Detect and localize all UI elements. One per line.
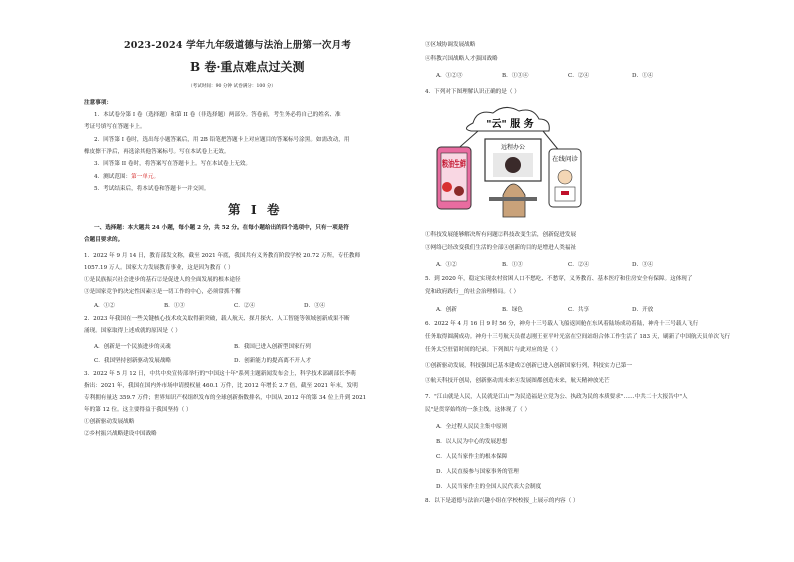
q4-option-d[interactable]: D．③④ xyxy=(632,262,654,268)
q3-line-c: 专利拥有量达 359.7 万件；世界知识产权组织发布的全球创新指数排名，中国从 2012 年的第 34 位上升到 2021 xyxy=(84,395,367,401)
q6-stmt-2: ③航天科技开创局，创新驱动需未来④发展图都创造未来，航天精神放光芒 xyxy=(425,378,610,384)
q2-line-a: 2．2023 年我国在一些关键核心技术攻关取得新突破，载人航天、探月探火、人工智能等领域创新成果不断 xyxy=(84,316,350,322)
grocery-label: 粮油生鲜 xyxy=(442,160,479,170)
q6-line-b: 任务取得圆满成功。神舟十三号航天员翟志刚王亚平叶光富在空间站组合体工作生活了 183 天，刷新了中国航天员单次飞行 xyxy=(425,334,731,340)
note-3: 3．回答第 II 卷时，将答案写在答题卡上。写在本试卷上无效。 xyxy=(94,161,251,167)
q2-line-b: 涌现。国家取得上述成就的原因是（ ） xyxy=(84,328,181,334)
q4-option-b[interactable]: B．①③ xyxy=(502,262,523,268)
notes-heading: 注意事项： xyxy=(84,100,112,106)
r-stmt-3: ③区域协调发展战略 xyxy=(425,42,476,48)
q3-line-b: 指出：2021 年，我国在国内外市场申请授权量 460.1 万件，比 2012 年增长 2.7 倍，截至 2021 年末，发明 xyxy=(84,383,358,389)
q7-line-b: 民"是贯穿始终的一条主线。这体现了（ ） xyxy=(425,407,531,413)
q1-stmt-1: ①是民族振兴社会进步的基石②是促进人的全面发展的根本途径 xyxy=(84,277,241,283)
note-4-label: 4．测试范围： xyxy=(94,174,132,180)
q2-option-d[interactable]: D．创新能力的提高离不开人才 xyxy=(234,358,312,364)
q3-option-d[interactable]: D．①④ xyxy=(632,73,654,79)
q1-stmt-2: ③是国家竞争的决定性因素④是一切工作的中心，必须常抓不懈 xyxy=(84,289,241,295)
q3-stmt-2: ②乡村振兴战略建设中国战略 xyxy=(84,431,157,437)
q4-option-c[interactable]: C．②④ xyxy=(568,262,590,268)
q6-stmt-1: ①创新驱动发展，科技强国已基本建成②创新已进入创新国家行列，科技实力已第一 xyxy=(425,363,632,369)
r-stmt-4: ④科教兴国战略人才强国战略 xyxy=(425,56,498,62)
office-label: 远程办公 xyxy=(500,144,526,151)
section-intro-b: 合题目要求的。 xyxy=(84,237,124,243)
q6-line-c: 任务太空驻留时间的纪录。下列图片与此对应的是（ ） xyxy=(425,347,562,353)
q4-illustration xyxy=(433,105,583,220)
note-4-scope: 第一单元。 xyxy=(131,174,160,180)
section-intro-a: 一、选择题：本大题共 24 小题，每小题 2 分，共 52 分。在每小题给出的四个选项中，只有一项是符 xyxy=(94,225,349,231)
q1-option-b[interactable]: B．①③ xyxy=(164,303,185,309)
q5-option-b[interactable]: B．绿色 xyxy=(502,307,523,313)
q7-option-d[interactable]: D．人民直接参与国家事务的管理 xyxy=(436,469,519,475)
cloud-label: "云" 服 务 xyxy=(486,119,534,130)
q4-stem: 4．下列对下图理解认识正确的是（ ） xyxy=(425,89,520,95)
note-2a: 2．回答第 I 卷时，选出每小题答案后，用 2B 铅笔把答题卡上对应题目的答案标号涂黑。如需改动，用 xyxy=(94,137,350,143)
q5-line-a: 5．到 2020 年，稳定实现农村贫困人口不愁吃、不愁穿，义务教育、基本医疗和住房安全有保障。这体现了 xyxy=(425,276,693,282)
q3-option-b[interactable]: B．①③④ xyxy=(502,73,529,79)
q5-line-b: 党和政府践行__的社会治理格局。（ ） xyxy=(425,289,520,295)
cloud-service-illustration xyxy=(433,105,583,220)
note-2b: 橡皮擦干净后，再选涂其他答案标号。写在本试卷上无效。 xyxy=(84,149,230,155)
note-4 xyxy=(94,174,159,181)
q5-option-c[interactable]: C．共享 xyxy=(568,307,590,313)
note-1b: 考证号填写在答题卡上。 xyxy=(84,124,146,130)
q3-line-a: 3．2022 年 5 月 12 日，中共中央宣传部举行的"中国这十年"系列主题新闻发布会上，科学技术部副部长李萌 xyxy=(84,371,356,377)
q8-stem: 8．以下是道德与法治兴趣小组在学校校报_上展示的内容（ ） xyxy=(425,498,579,504)
doctor-icon xyxy=(558,170,572,184)
q7-option-c[interactable]: C．人民当家作主的根本保障 xyxy=(436,454,508,460)
q1-option-d[interactable]: D．③④ xyxy=(304,303,326,309)
q5-option-a[interactable]: A．创新 xyxy=(436,307,457,313)
q3-option-a[interactable]: A．①②③ xyxy=(436,73,463,79)
q2-option-b[interactable]: B．我国已进入创新型国家行列 xyxy=(234,344,311,350)
q2-option-a[interactable]: A．创新是一个民族进步的灵魂 xyxy=(94,344,171,350)
q1-line-a: 1．2022 年 9 月 14 日，教育部发文称，截至 2021 年底，我国共有义务教育阶段学校 20.72 万所，专任教师 xyxy=(84,253,361,259)
q7-option-e[interactable]: D．人民当家作主的全国人民代表大会制度 xyxy=(436,484,542,490)
q4-option-a[interactable]: A．①② xyxy=(436,262,457,268)
q1-option-c[interactable]: C．②④ xyxy=(234,303,256,309)
q4-stmt-1: ①科技发展能够解决所有问题②科技改变生活，创新促进发展 xyxy=(425,232,577,238)
exam-subtitle: B 卷·重点难点过关测 xyxy=(190,60,305,74)
q7-option-a[interactable]: A．全过程人民民主集中原则 xyxy=(436,424,508,430)
exam-title: 2023-2024 学年九年级道德与法治上册第一次月考 xyxy=(124,40,352,51)
note-1a: 1．本试卷分第 I 卷（选择题）和第 II 卷（非选择题）两部分。答卷前，考生务必将自己的姓名、准 xyxy=(94,112,341,118)
q7-option-b[interactable]: B．以人民为中心的发展思想 xyxy=(436,439,508,445)
note-5: 5．考试结束后，将本试卷和答题卡一并交回。 xyxy=(94,186,210,192)
q7-line-a: 7．"江山就是人民，人民就是江山""为民造福是立党为公、执政为民的本质要求"……中共二十大报告中"人 xyxy=(425,394,688,400)
q3-option-c[interactable]: C．②④ xyxy=(568,73,590,79)
q3-line-d: 年的第 12 位。这主要得益于我国坚持（ ） xyxy=(84,407,192,413)
person-icon xyxy=(505,157,521,173)
q6-line-a: 6．2022 年 4 月 16 日 9 时 56 分，神舟十三号载人飞船返回舱在东风着陆场成功着陆，神舟十三号载人飞行 xyxy=(425,321,699,327)
q3-stmt-1: ①创新驱动发展战略 xyxy=(84,419,135,425)
doctor-label: 在线问诊 xyxy=(552,156,577,163)
section-title: 第 I 卷 xyxy=(228,202,283,217)
q5-option-d[interactable]: D．开放 xyxy=(632,307,654,313)
q4-stmt-2: ③网络已经改变我们生活的全部④创新的目的是增进人类福祉 xyxy=(425,245,577,251)
exam-info: （考试时间：90 分钟 试卷满分：100 分） xyxy=(188,84,276,89)
q2-option-c[interactable]: C．我国坚持创新驱动发展战略 xyxy=(94,358,171,364)
q1-option-a[interactable]: A．①② xyxy=(94,303,115,309)
q1-line-b: 1057.19 万人。国家大力发展教育事业，这是因为教育（ ） xyxy=(84,265,234,271)
